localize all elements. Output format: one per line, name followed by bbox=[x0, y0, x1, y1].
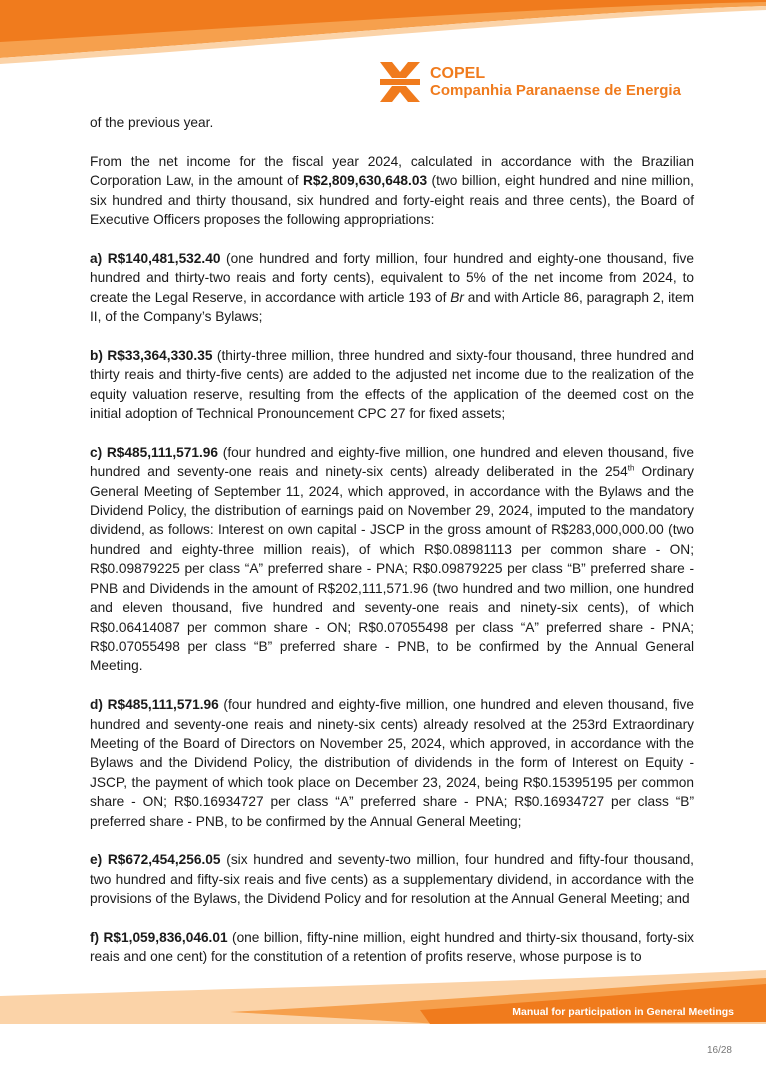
item-f: f) R$1,059,836,046.01 (one billion, fifty-nine million, eight hundred and thirty-six thousand, forty-six reais and one cent) for the constitution of a retention of profits reserve, whose purpose is to bbox=[90, 929, 694, 965]
item-b: b) R$33,364,330.35 (thirty-three million, three hundred and sixty-four thousand, three hundred and thirty reais and thirty-five cents) are added to the adjusted net income due to the realization of the equity valuation reserve, resulting from the effects of the application of the deemed cost on the initial adoption of Technical Pronouncement CPC 27 for fixed assets; bbox=[90, 347, 694, 422]
item-d-label: d) R$485,111,571.96 bbox=[90, 697, 219, 713]
footer-title: Manual for participation in General Meetings bbox=[512, 1006, 734, 1018]
item-d: d) R$485,111,571.96 (four hundred and eighty-five million, one hundred and eleven thousand, five hundred and seventy-one reais and ninety-six cents) already resolved at the 253rd Extraordinary Meeting of the Board of Directors on November 25, 2024, which approved, in accordance with the Bylaws and the Dividend Policy, the distribution of dividends in the form of Interest on Equity - JSCP, the payment of which took place on December 23, 2024, being R$0.15395195 per common share - ON; R$0.16934727 per class “A” preferred share - PNA; R$0.16934727 per class “B” preferred share - PNB, to be confirmed by the Annual General Meeting; bbox=[90, 697, 694, 829]
footer-swoosh bbox=[0, 968, 766, 1084]
company-logo bbox=[378, 60, 681, 104]
item-a: a) R$140,481,532.40 (one hundred and forty million, four hundred and eighty-one thousand, five hundred and thirty-two reais and forty cents), equivalent to 5% of the net income from 2024, to create the Legal Reserve, in accordance with article 193 of Br and with Article 86, paragraph 2, item II, of the Company’s Bylaws; bbox=[90, 250, 694, 325]
item-c: c) R$485,111,571.96 (four hundred and eighty-five million, one hundred and eleven thousand, five hundred and seventy-one reais and ninety-six cents) already deliberated in the 254th Ordinary General Meeting of September 11, 2024, which approved, in accordance with the Bylaws and the Dividend Policy, the distribution of earnings paid on November 29, 2024, imputed to the mandatory dividend, as follows: Interest on own capital - JSCP in the gross amount of R$283,000,000.00 (two hundred and eighty-three million reais), of which R$0.08981113 per common share - ON; R$0.09879225 per class “A” preferred share - PNA; R$0.09879225 per class “B” preferred share - PNB and Dividends in the amount of R$202,111,571.96 (two hundred and two million, one hundred and eleven thousand, five hundred and seventy-one reais and ninety-six cents), of which R$0.06414087 per common share - ON; R$0.07055498 per class “A” preferred share - PNA; R$0.07055498 per class “B” preferred share - PNB, to be confirmed by the Annual General Meeting. bbox=[90, 444, 694, 674]
document-body bbox=[90, 113, 694, 986]
item-e-label: e) R$672,454,256.05 bbox=[90, 852, 221, 868]
item-b-label: b) R$33,364,330.35 bbox=[90, 347, 213, 363]
copel-logo-icon bbox=[378, 60, 422, 104]
item-a-label: a) R$140,481,532.40 bbox=[90, 250, 221, 266]
item-c-label: c) R$485,111,571.96 bbox=[90, 444, 219, 460]
page-number: 16/28 bbox=[706, 1045, 732, 1056]
logo-company-name: Companhia Paranaense de Energia bbox=[430, 82, 681, 99]
net-income-amount: R$2,809,630,648.03 bbox=[303, 173, 428, 189]
paragraph-continuation: of the previous year. bbox=[90, 115, 214, 130]
logo-brand: COPEL bbox=[430, 65, 486, 82]
item-f-label: f) R$1,059,836,046.01 bbox=[90, 929, 228, 945]
paragraph-net-income: From the net income for the fiscal year 2024, calculated in accordance with the Brazilian Corporation Law, in the amount of R$2,809,630,648.03 (two billion, eight hundred and nine million, six hundred and thirty thousand, six hundred and forty-eight reais and three cents), the Board of Executive Officers proposes the following appropriations: bbox=[90, 153, 694, 228]
item-e: e) R$672,454,256.05 (six hundred and seventy-two million, four hundred and fifty-four thousand, two hundred and fifty-six reais and five cents) as a supplementary dividend, in accordance with the provisions of the Bylaws, the Dividend Policy and for resolution at the Annual General Meeting; and bbox=[90, 852, 694, 907]
